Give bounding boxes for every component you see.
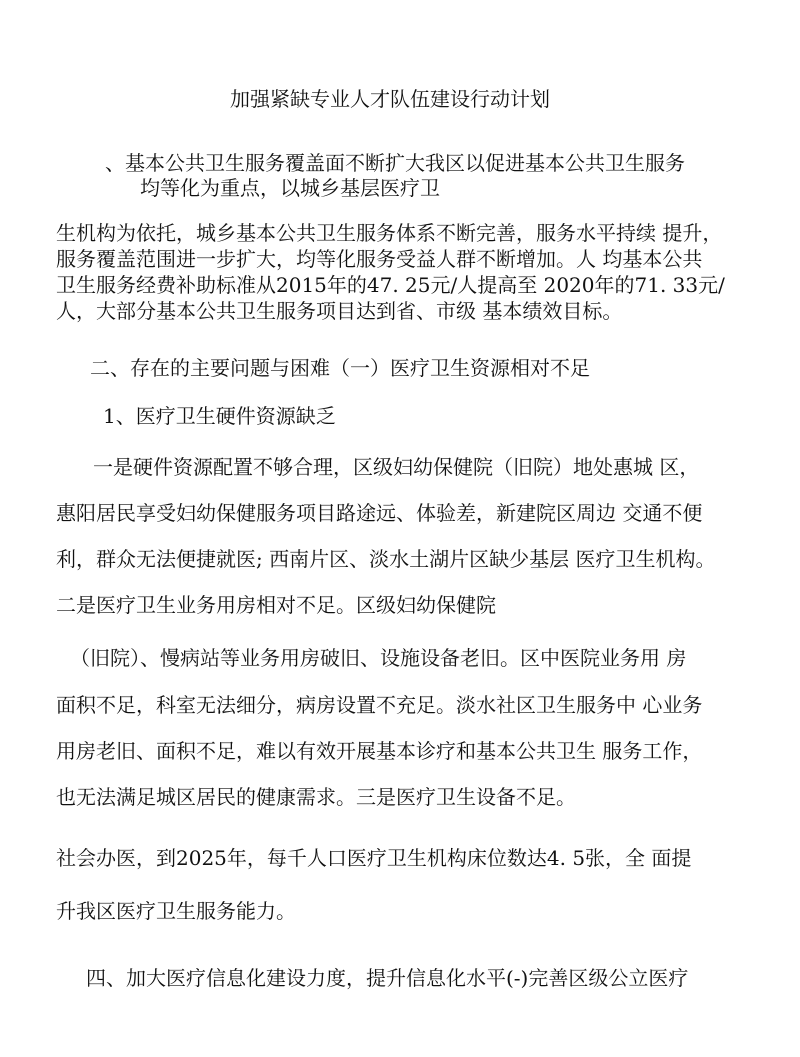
paragraph-line: 社会办医，到2025年，每千人口医疗卫生机构床位数达4. 5张，全 面提 xyxy=(56,846,692,870)
paragraph-line: 利，群众无法便捷就医; 西南片区、淡水土湖片区缺少基层 医疗卫生机构。 xyxy=(56,547,716,571)
paragraph-line: 惠阳居民享受妇幼保健服务项目路途远、体验差，新建院区周边 交通不便 xyxy=(56,501,703,525)
paragraph-line: 均等化为重点，以城乡基层医疗卫 xyxy=(140,176,440,200)
paragraph-line: 、基本公共卫生服务覆盖面不断扩大我区以促进基本公共卫生服务 xyxy=(105,151,685,175)
paragraph-line: 用房老旧、面积不足，难以有效开展基本诊疗和基本公共卫生 服务工作， xyxy=(56,739,703,763)
paragraph-line: 生机构为依托，城乡基本公共卫生服务体系不断完善，服务水平持续 提升， xyxy=(56,221,723,245)
paragraph-line: （旧院）、慢病站等业务用房破旧、设施设备老旧。区中医院业务用 房 xyxy=(70,646,687,670)
paragraph-line: 卫生服务经费补助标准从2015年的47. 25元/人提高至 2020年的71. 33元/ xyxy=(56,273,725,297)
paragraph-line: 也无法满足城区居民的健康需求。三是医疗卫生设备不足。 xyxy=(56,785,576,809)
subsection-heading: 1、医疗卫生硬件资源缺乏 xyxy=(103,404,336,428)
paragraph-line: 升我区医疗卫生服务能力。 xyxy=(56,899,296,923)
paragraph-line: 二是医疗卫生业务用房相对不足。区级妇幼保健院 xyxy=(56,593,496,617)
paragraph-line: 服务覆盖范围进一步扩大，均等化服务受益人群不断增加。人 均基本公共 xyxy=(56,247,703,271)
section-heading: 四、加大医疗信息化建设力度，提升信息化水平(-)完善区级公立医疗 xyxy=(86,966,689,990)
section-heading: 二、存在的主要问题与困难（一）医疗卫生资源相对不足 xyxy=(90,356,590,380)
paragraph-line: 一是硬件资源配置不够合理，区级妇幼保健院（旧院）地处惠城 区， xyxy=(93,455,700,479)
paragraph-line: 面积不足，科室无法细分，病房设置不充足。淡水社区卫生服务中 心业务 xyxy=(56,693,703,717)
paragraph-line: 人，大部分基本公共卫生服务项目达到省、市级 基本绩效目标。 xyxy=(56,299,623,323)
document-title: 加强紧缺专业人才队伍建设行动计划 xyxy=(230,87,550,111)
